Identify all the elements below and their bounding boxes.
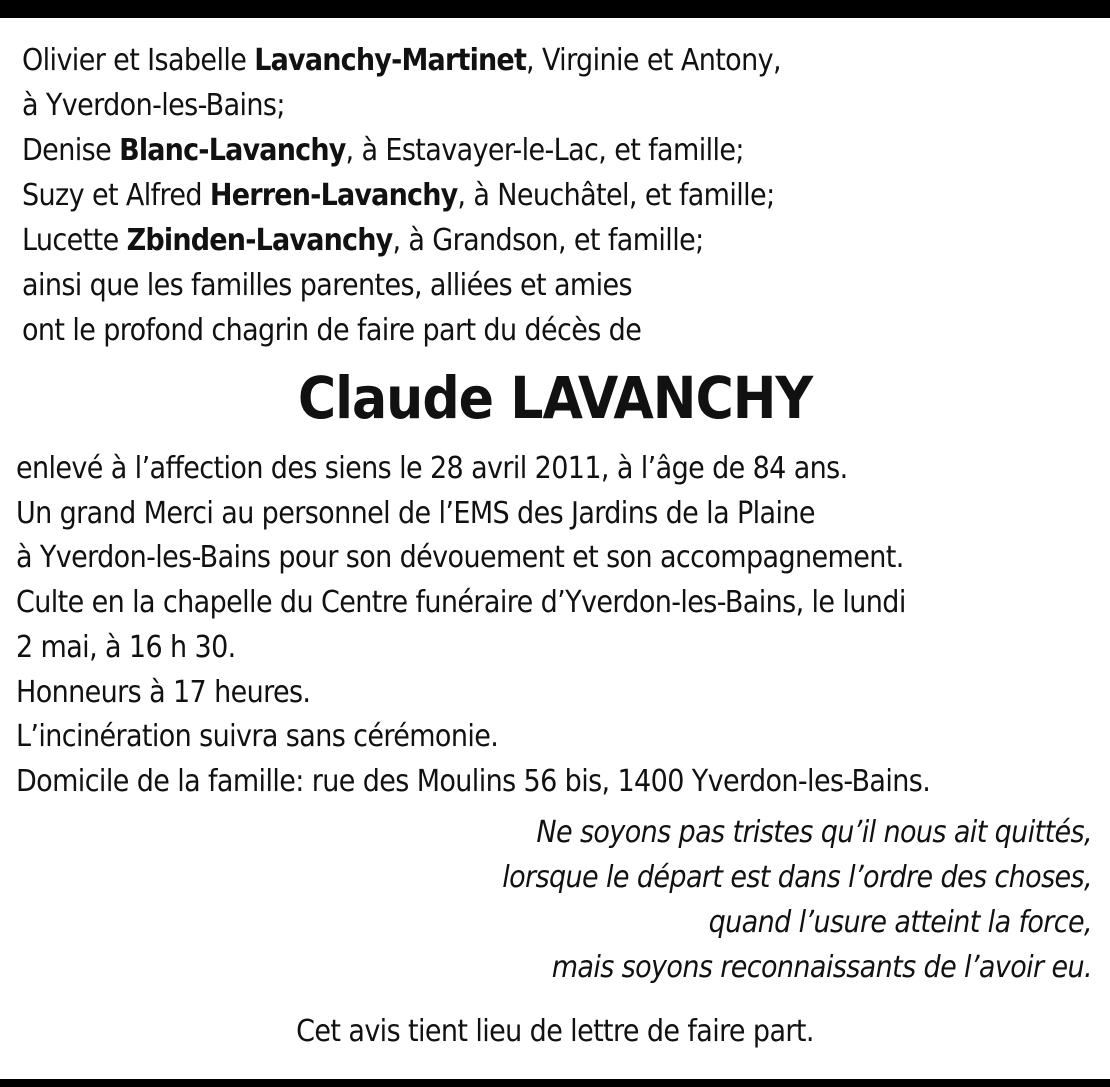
- family-line: [22, 218, 1092, 263]
- poem-line: mais soyons reconnaissants de l’avoir eu.: [551, 950, 1092, 985]
- notice-details: [16, 447, 1096, 805]
- family-line-text: , à Estavayer-le-Lac, et famille;: [345, 133, 744, 168]
- family-line-text: Suzy et Alfred: [22, 178, 210, 213]
- family-line-text: ont le profond chagrin de faire part du décès de: [22, 313, 642, 348]
- deceased-name: Claude LAVANCHY: [297, 364, 813, 432]
- detail-line: L’incinération suivra sans cérémonie.: [16, 719, 499, 755]
- family-surname: Herren-Lavanchy: [209, 178, 458, 213]
- family-line-text: ainsi que les familles parentes, alliées et amies: [22, 268, 632, 303]
- detail-line: enlevé à l’affection des siens le 28 avril 2011, à l’âge de 84 ans.: [16, 451, 848, 486]
- poem-line: lorsque le départ est dans l’ordre des choses,: [502, 860, 1092, 895]
- detail-line: Domicile de la famille: rue des Moulins 56 bis, 1400 Yverdon-les-Bains.: [16, 763, 931, 799]
- detail-line: à Yverdon-les-Bains pour son dévouement et son accompagnement.: [16, 540, 904, 576]
- family-line: [22, 263, 1092, 308]
- family-line-text: Denise: [22, 133, 120, 168]
- family-line-text: , à Grandson, et famille;: [392, 223, 704, 258]
- family-line-text: , à Neuchâtel, et famille;: [457, 178, 775, 213]
- detail-line: Culte en la chapelle du Centre funéraire d’Yverdon-les-Bains, le lundi: [16, 585, 906, 621]
- family-line-text: , Virginie et Antony,: [526, 43, 781, 78]
- family-surname: Lavanchy-Martinet: [254, 43, 527, 78]
- bottom-border-rule: [0, 1079, 1110, 1087]
- detail-line: 2 mai, à 16 h 30.: [16, 629, 236, 665]
- detail-line: Honneurs à 17 heures.: [16, 674, 311, 710]
- poem-line: quand l’usure atteint la force,: [708, 905, 1092, 940]
- poem-line: Ne soyons pas tristes qu’il nous ait quittés,: [536, 815, 1092, 850]
- closing-note: Cet avis tient lieu de lettre de faire part.: [296, 1014, 814, 1049]
- family-surname: Blanc-Lavanchy: [119, 133, 346, 168]
- family-line-text: à Yverdon-les-Bains;: [22, 88, 285, 123]
- family-line: [22, 173, 1092, 218]
- family-announcement: [22, 38, 1092, 353]
- family-line: [22, 83, 1092, 128]
- memorial-poem: [192, 810, 1092, 990]
- family-line-text: Lucette: [22, 223, 127, 258]
- family-line: [22, 308, 1092, 353]
- family-line-text: Olivier et Isabelle: [22, 43, 255, 78]
- detail-line: Un grand Merci au personnel de l’EMS des Jardins de la Plaine: [16, 495, 815, 531]
- family-surname: Zbinden-Lavanchy: [126, 223, 393, 258]
- family-line: [22, 38, 1092, 83]
- family-line: [22, 128, 1092, 173]
